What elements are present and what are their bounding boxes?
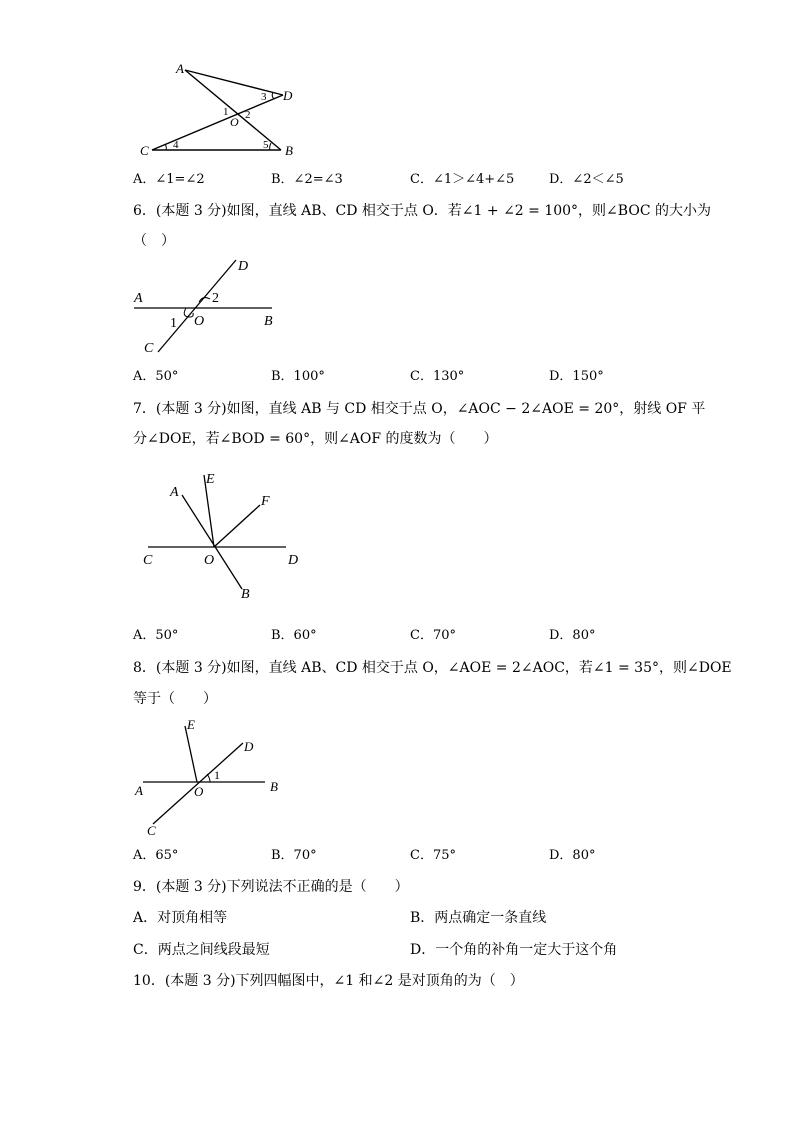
- label-b: B: [241, 587, 250, 602]
- q9-option-a: A．对顶角相等: [133, 910, 228, 926]
- label-e: E: [187, 717, 195, 732]
- label-1: 1: [170, 316, 177, 331]
- line-cd: [158, 260, 236, 352]
- q7-option-c: C．70°: [410, 628, 456, 643]
- label-a: A: [176, 61, 184, 76]
- q7-question-line1: 7．(本题 3 分)如图，直线 AB 与 CD 相交于点 O，∠AOC − 2∠AOE = 20°，射线 OF 平: [133, 401, 706, 417]
- q8-question-line2: 等于（ ）: [133, 691, 217, 707]
- q6-option-c: C．130°: [410, 369, 465, 384]
- label-d: D: [283, 88, 293, 103]
- label-2: 2: [212, 291, 219, 306]
- q8-option-c: C．75°: [410, 848, 456, 863]
- q8-option-b: B．70°: [271, 848, 317, 863]
- q5-option-c: C．∠1＞∠4+∠5: [410, 172, 515, 187]
- angle-arc-4: [165, 144, 166, 150]
- q10-question: 10．(本题 3 分)下列四幅图中，∠1 和∠2 是对顶角的为（ ）: [133, 973, 524, 989]
- q5-option-b: B．∠2=∠3: [271, 172, 343, 187]
- label-a: A: [135, 783, 143, 798]
- label-b: B: [264, 314, 273, 329]
- label-3: 3: [261, 91, 267, 103]
- label-o: O: [230, 115, 239, 129]
- q9-option-d: D．一个角的补角一定大于这个角: [410, 942, 618, 958]
- label-d: D: [244, 739, 254, 754]
- q6-option-a: A．50°: [133, 369, 179, 384]
- label-o: O: [194, 784, 204, 799]
- q8-option-a: A．65°: [133, 848, 179, 863]
- angle-arc-5: [270, 143, 271, 150]
- label-f: F: [261, 494, 270, 509]
- label-b: B: [285, 143, 293, 158]
- label-4: 4: [173, 139, 179, 151]
- figure-q6: [130, 255, 280, 360]
- label-b: B: [270, 779, 278, 794]
- label-c: C: [140, 143, 149, 158]
- q6-answer-paren: （ ）: [133, 233, 175, 249]
- label-o: O: [194, 314, 205, 329]
- label-a: A: [170, 485, 179, 500]
- label-1: 1: [214, 768, 220, 782]
- ray-of: [214, 505, 260, 547]
- q8-option-d: D．80°: [549, 848, 596, 863]
- q7-option-b: B．60°: [271, 628, 317, 643]
- q6-option-b: B．100°: [271, 369, 325, 384]
- label-c: C: [144, 341, 154, 356]
- q9-option-b: B．两点确定一条直线: [410, 910, 547, 926]
- figure-q7: [138, 465, 308, 605]
- label-c: C: [143, 553, 153, 568]
- angle-arc-1: [207, 774, 210, 782]
- label-e: E: [206, 472, 215, 487]
- label-c: C: [147, 823, 156, 838]
- q7-question-line2: 分∠DOE，若∠BOD = 60°，则∠AOF 的度数为（ ）: [133, 431, 498, 447]
- label-d: D: [288, 553, 299, 568]
- label-d: D: [238, 259, 249, 274]
- figure-q5: [135, 58, 310, 163]
- line-ab: [182, 495, 242, 589]
- q5-option-a: A．∠1=∠2: [133, 172, 205, 187]
- label-5: 5: [263, 139, 269, 151]
- q7-option-a: A．50°: [133, 628, 179, 643]
- label-1: 1: [223, 106, 229, 118]
- q8-question-line1: 8．(本题 3 分)如图，直线 AB、CD 相交于点 O，∠AOE = 2∠AOC，若∠1 = 35°，则∠DOE: [133, 660, 732, 676]
- ray-oe: [185, 726, 197, 782]
- q6-option-d: D．150°: [549, 369, 604, 384]
- q5-option-d: D．∠2＜∠5: [549, 172, 624, 187]
- q9-question: 9．(本题 3 分)下列说法不正确的是（ ）: [133, 879, 409, 895]
- figure-q8: [133, 712, 293, 840]
- q7-option-d: D．80°: [549, 628, 596, 643]
- label-a: A: [134, 291, 143, 306]
- q9-option-c: C．两点之间线段最短: [133, 942, 270, 958]
- label-2: 2: [245, 109, 251, 121]
- q6-question: 6．(本题 3 分)如图，直线 AB、CD 相交于点 O．若∠1 + ∠2 = 100°，则∠BOC 的大小为: [133, 203, 711, 219]
- label-o: O: [204, 553, 215, 568]
